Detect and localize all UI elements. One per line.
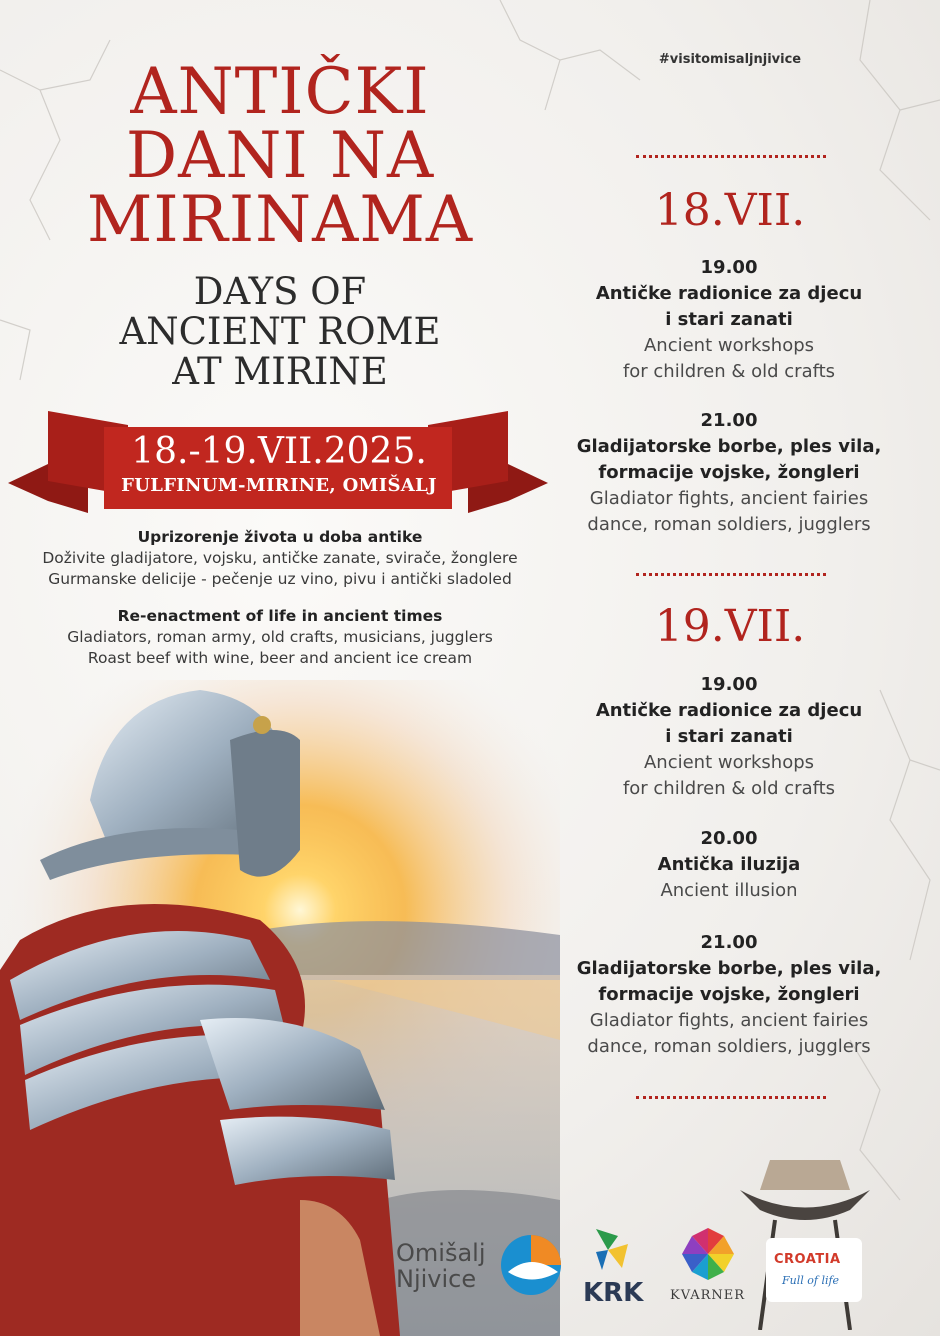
day1-event-1 — [556, 255, 902, 385]
event-title-hr-2: i stari zanati — [665, 726, 793, 747]
main-title — [40, 55, 520, 257]
event-title-en-2: for children & old crafts — [622, 778, 836, 799]
title-line-3: MIRINAMA — [86, 183, 474, 257]
omisalj-njivice-logo — [396, 1240, 485, 1292]
dotted-divider — [636, 573, 826, 576]
event-title-en-2: dance, roman soldiers, jugglers — [587, 1036, 871, 1057]
subtitle-line-1: DAYS OF — [193, 270, 367, 313]
croatia-logo-slogan: Full of life — [782, 1274, 840, 1287]
event-title-en: Ancient illusion — [660, 880, 798, 901]
croatia-logo — [766, 1238, 862, 1302]
title-line-2: DANI NA — [125, 119, 435, 193]
event-dates: 18.-19.VII.2025. — [131, 431, 427, 472]
english-subtitle — [80, 272, 480, 392]
description-hr-line-1: Doživite gladijatore, vojsku, antičke zanate, svirače, žonglere — [42, 549, 518, 567]
event-title-en: Gladiator fights, ancient fairies — [589, 488, 869, 509]
description-hr-line-2: Gurmanske delicije - pečenje uz vino, pivu i antički sladoled — [48, 570, 512, 588]
event-title-en-2: dance, roman soldiers, jugglers — [587, 514, 871, 535]
event-title-en: Ancient workshops — [643, 335, 815, 356]
title-line-1: ANTIČKI — [130, 55, 430, 129]
event-time: 19.00 — [700, 257, 758, 278]
event-title-hr-2: formacije vojske, žongleri — [598, 984, 860, 1005]
event-title-en: Gladiator fights, ancient fairies — [589, 1010, 869, 1031]
event-time: 21.00 — [700, 410, 758, 431]
day1-label: 18.VII. — [654, 185, 806, 236]
event-title-hr: Gladijatorske borbe, ples vila, — [576, 958, 882, 979]
day2-event-2 — [556, 826, 902, 904]
event-time: 19.00 — [700, 674, 758, 695]
dotted-divider — [636, 1096, 826, 1099]
kvarner-logo: KVARNER — [670, 1288, 746, 1303]
description-en-line-2: Roast beef with wine, beer and ancient ice cream — [87, 649, 473, 667]
krk-emblem-icon — [588, 1224, 634, 1274]
event-time: 20.00 — [700, 828, 758, 849]
krk-logo: KRK — [583, 1278, 644, 1308]
description-en-heading: Re-enactment of life in ancient times — [117, 607, 443, 625]
event-location: FULFINUM-MIRINE, OMIŠALJ — [121, 475, 437, 496]
sponsor-logos — [390, 1218, 930, 1328]
day1-event-2 — [556, 408, 902, 538]
omisalj-logo-line-1: Omišalj — [396, 1239, 486, 1267]
event-time: 21.00 — [700, 932, 758, 953]
event-title-en-2: for children & old crafts — [622, 361, 836, 382]
description-croatian — [10, 527, 550, 590]
hashtag: #visitomisaljnjivice — [658, 52, 802, 67]
event-title-hr: Antičke radionice za djecu — [595, 283, 863, 304]
day2-event-1 — [556, 672, 902, 802]
event-title-hr: Gladijatorske borbe, ples vila, — [576, 436, 882, 457]
event-title-hr: Antičke radionice za djecu — [595, 700, 863, 721]
dotted-divider — [636, 155, 826, 158]
description-hr-heading: Uprizorenje života u doba antike — [137, 528, 423, 546]
event-title-hr: Antička iluzija — [657, 854, 801, 875]
ribbon-text — [104, 430, 454, 498]
event-title-hr-2: i stari zanati — [665, 309, 793, 330]
description-en-line-1: Gladiators, roman army, old crafts, musicians, jugglers — [67, 628, 493, 646]
subtitle-line-3: AT MIRINE — [172, 350, 388, 393]
omisalj-emblem-icon — [498, 1232, 564, 1298]
omisalj-logo-line-2: Njivice — [396, 1265, 477, 1293]
subtitle-line-2: ANCIENT ROME — [119, 310, 441, 353]
description-english — [10, 606, 550, 669]
event-title-hr-2: formacije vojske, žongleri — [598, 462, 860, 483]
day2-label: 19.VII. — [654, 601, 806, 652]
kvarner-emblem-icon — [680, 1226, 736, 1282]
event-title-en: Ancient workshops — [643, 752, 815, 773]
croatia-logo-word: CROATIA — [774, 1252, 841, 1267]
day2-event-3 — [556, 930, 902, 1060]
